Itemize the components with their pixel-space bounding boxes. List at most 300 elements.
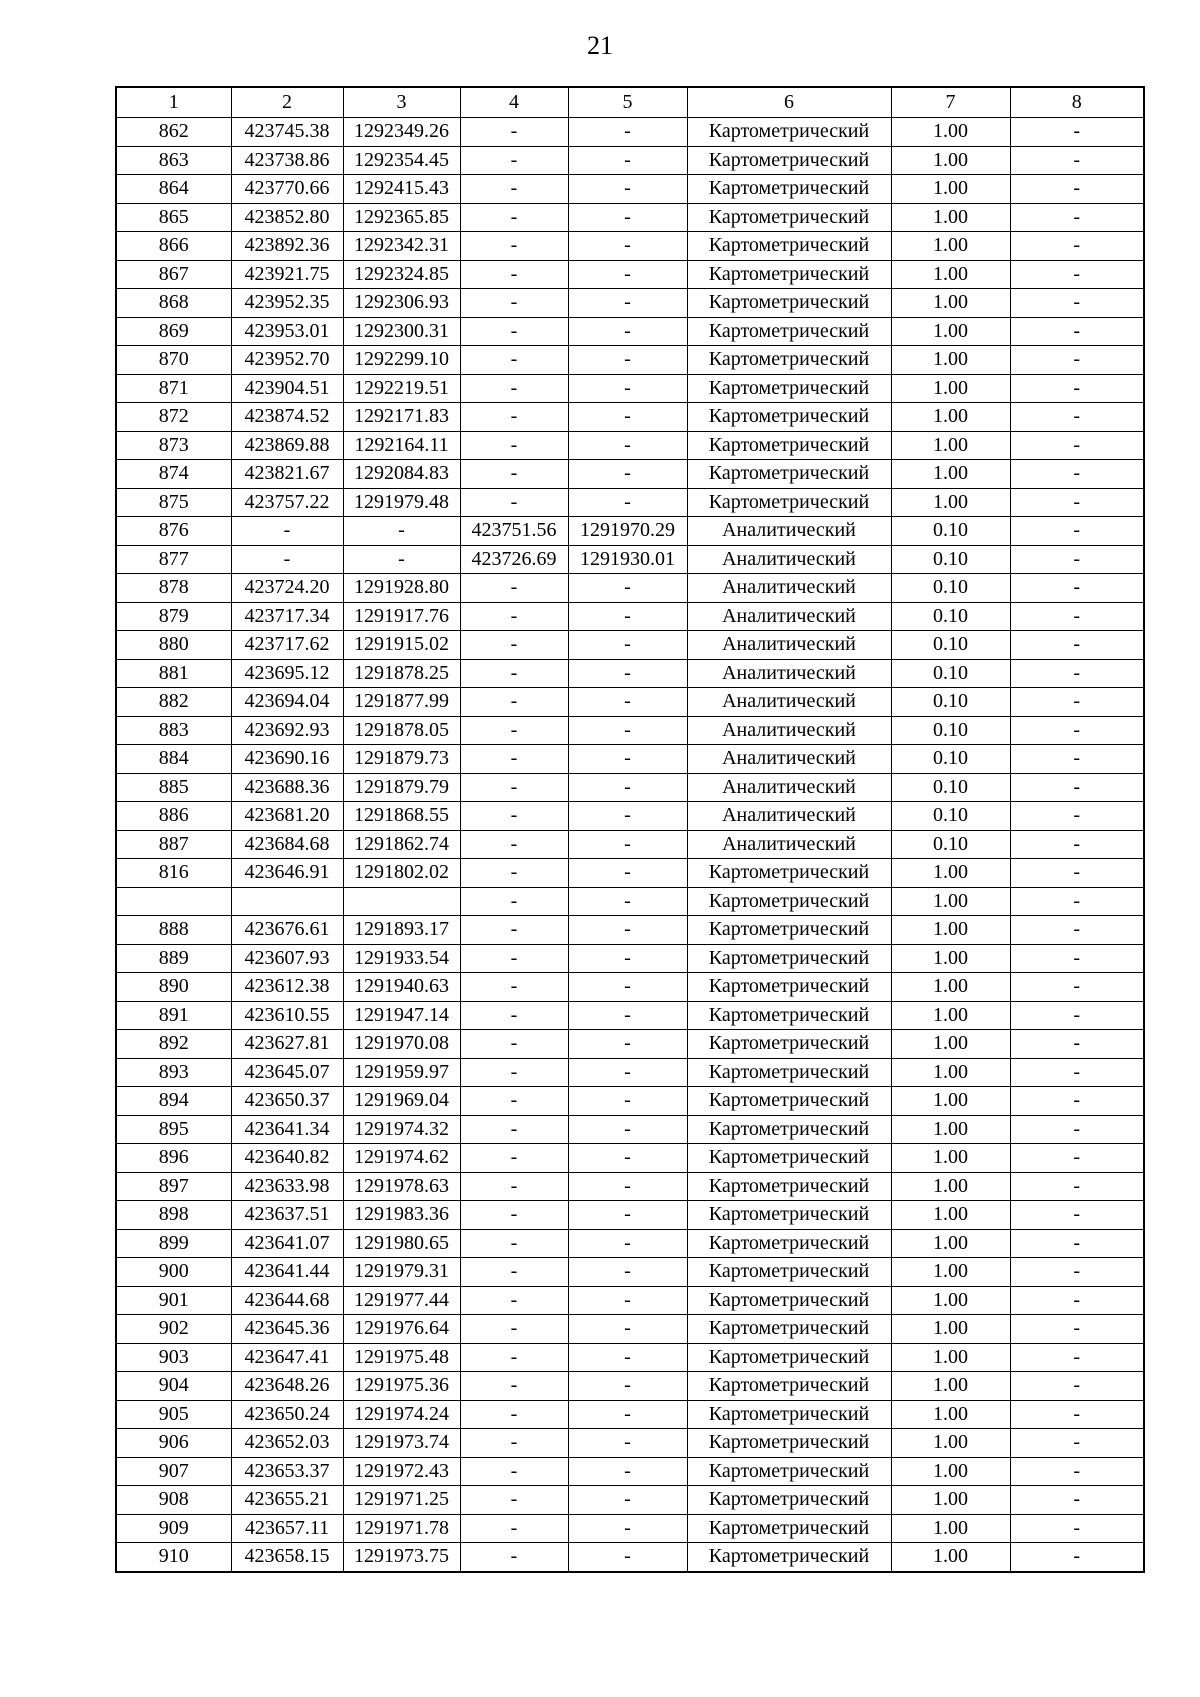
table-cell: - (1010, 830, 1144, 859)
table-cell: Картометрический (687, 1144, 891, 1173)
table-row (116, 887, 1144, 916)
table-cell: 864 (116, 175, 231, 204)
table-cell: Картометрический (687, 887, 891, 916)
table-cell: 423953.01 (231, 317, 343, 346)
table-cell: 1292164.11 (343, 431, 460, 460)
table-cell: 1.00 (891, 346, 1010, 375)
table-cell: - (568, 1486, 687, 1515)
table-cell: 423645.36 (231, 1315, 343, 1344)
table-row (116, 260, 1144, 289)
table-cell: - (568, 830, 687, 859)
table-cell: 423695.12 (231, 659, 343, 688)
table-cell: 881 (116, 659, 231, 688)
table-cell: 1291977.44 (343, 1286, 460, 1315)
table-row (116, 1543, 1144, 1572)
table-row (116, 631, 1144, 660)
table-cell: 423869.88 (231, 431, 343, 460)
table-cell: - (1010, 1457, 1144, 1486)
table-cell: 423652.03 (231, 1429, 343, 1458)
table-cell: - (460, 1486, 568, 1515)
table-cell: Картометрический (687, 1315, 891, 1344)
table-cell: 423904.51 (231, 374, 343, 403)
column-header-5: 5 (568, 87, 687, 118)
table-cell: 1291928.80 (343, 574, 460, 603)
table-cell: 423640.82 (231, 1144, 343, 1173)
table-cell: 1.00 (891, 1258, 1010, 1287)
table-cell: - (460, 1201, 568, 1230)
table-cell: - (568, 232, 687, 261)
table-cell: Аналитический (687, 745, 891, 774)
table-cell: Аналитический (687, 802, 891, 831)
table-row (116, 916, 1144, 945)
table-row (116, 859, 1144, 888)
table-cell: - (1010, 175, 1144, 204)
table-cell: - (568, 631, 687, 660)
table-cell: 1.00 (891, 374, 1010, 403)
table-cell: 896 (116, 1144, 231, 1173)
table-cell: 1291971.25 (343, 1486, 460, 1515)
table-cell: 1.00 (891, 973, 1010, 1002)
table-cell: 1292415.43 (343, 175, 460, 204)
table-row (116, 602, 1144, 631)
table-cell: 1.00 (891, 1030, 1010, 1059)
table-cell: - (568, 1030, 687, 1059)
table-cell: 1291973.74 (343, 1429, 460, 1458)
table-cell: - (1010, 887, 1144, 916)
table-cell: 1291877.99 (343, 688, 460, 717)
table-cell: - (568, 802, 687, 831)
table-cell: 907 (116, 1457, 231, 1486)
table-cell: 423657.11 (231, 1514, 343, 1543)
table-cell: 423681.20 (231, 802, 343, 831)
table-cell: Картометрический (687, 1486, 891, 1515)
table-cell: 423690.16 (231, 745, 343, 774)
table-cell: 890 (116, 973, 231, 1002)
table-cell: 1291970.08 (343, 1030, 460, 1059)
table-cell: 1292219.51 (343, 374, 460, 403)
table-cell: - (1010, 659, 1144, 688)
table-cell: 893 (116, 1058, 231, 1087)
table-cell: 1291974.62 (343, 1144, 460, 1173)
table-cell: 423726.69 (460, 545, 568, 574)
table-cell: 1291978.63 (343, 1172, 460, 1201)
table-cell: - (1010, 260, 1144, 289)
table-cell: 423952.70 (231, 346, 343, 375)
table-cell: - (460, 916, 568, 945)
table-cell: - (568, 1258, 687, 1287)
table-cell: Картометрический (687, 1429, 891, 1458)
table-cell: 1291974.32 (343, 1115, 460, 1144)
table-cell: 423647.41 (231, 1343, 343, 1372)
table-cell: - (568, 944, 687, 973)
table-cell: 1291980.65 (343, 1229, 460, 1258)
table-cell: Картометрический (687, 403, 891, 432)
table-cell: 1.00 (891, 1315, 1010, 1344)
table-cell: - (460, 716, 568, 745)
table-cell: 1292324.85 (343, 260, 460, 289)
table-cell: - (1010, 602, 1144, 631)
table-cell: 0.10 (891, 631, 1010, 660)
table-cell: - (568, 745, 687, 774)
table-cell: 423717.62 (231, 631, 343, 660)
table-cell: - (1010, 916, 1144, 945)
table-cell: 1.00 (891, 1058, 1010, 1087)
table-cell: 892 (116, 1030, 231, 1059)
table-cell: 423738.86 (231, 146, 343, 175)
table-cell: - (1010, 517, 1144, 546)
table-cell: 879 (116, 602, 231, 631)
table-cell: - (231, 517, 343, 546)
table-row (116, 1229, 1144, 1258)
table-cell: 1291868.55 (343, 802, 460, 831)
table-cell: Картометрический (687, 1115, 891, 1144)
column-header-1: 1 (116, 87, 231, 118)
table-cell: Картометрический (687, 488, 891, 517)
page-number: 21 (587, 31, 613, 60)
table-cell: - (231, 545, 343, 574)
table-cell: - (1010, 688, 1144, 717)
table-cell: - (460, 773, 568, 802)
table-cell: 1291878.05 (343, 716, 460, 745)
table-cell: - (568, 118, 687, 147)
table-cell: - (1010, 1001, 1144, 1030)
table-cell: - (460, 118, 568, 147)
table-cell: 897 (116, 1172, 231, 1201)
table-cell: - (460, 973, 568, 1002)
table-cell: - (1010, 1172, 1144, 1201)
table-cell: - (460, 830, 568, 859)
table-cell: 1.00 (891, 232, 1010, 261)
table-cell: 1.00 (891, 1172, 1010, 1201)
table-cell: - (568, 1115, 687, 1144)
table-cell: 1.00 (891, 916, 1010, 945)
column-header-3: 3 (343, 87, 460, 118)
table-cell: 898 (116, 1201, 231, 1230)
table-cell: 869 (116, 317, 231, 346)
table-cell: 423653.37 (231, 1457, 343, 1486)
table-cell: Картометрический (687, 1229, 891, 1258)
table-cell: - (568, 1514, 687, 1543)
table-cell: 1.00 (891, 260, 1010, 289)
table-cell: Картометрический (687, 1543, 891, 1572)
table-cell: 1291974.24 (343, 1400, 460, 1429)
table-row (116, 1486, 1144, 1515)
table-cell: 862 (116, 118, 231, 147)
table-cell: - (460, 1229, 568, 1258)
table-cell: - (1010, 1286, 1144, 1315)
table-cell: 0.10 (891, 545, 1010, 574)
table-cell: 904 (116, 1372, 231, 1401)
table-cell: - (1010, 1144, 1144, 1173)
table-cell: - (460, 859, 568, 888)
table-cell: - (460, 659, 568, 688)
table-cell: Картометрический (687, 1457, 891, 1486)
table-cell (116, 887, 231, 916)
table-cell: - (1010, 1030, 1144, 1059)
table-cell: 871 (116, 374, 231, 403)
table-cell: 1.00 (891, 1400, 1010, 1429)
table-cell: - (460, 802, 568, 831)
table-row (116, 1286, 1144, 1315)
table-cell: - (460, 232, 568, 261)
table-cell: 423612.38 (231, 973, 343, 1002)
table-cell: - (460, 146, 568, 175)
table-cell: 1291975.48 (343, 1343, 460, 1372)
table-cell: - (460, 887, 568, 916)
table-cell: - (568, 260, 687, 289)
table-cell: - (343, 545, 460, 574)
table-cell: - (568, 716, 687, 745)
table-cell: 899 (116, 1229, 231, 1258)
table-cell: 872 (116, 403, 231, 432)
table-cell: 423745.38 (231, 118, 343, 147)
table-cell: 1292354.45 (343, 146, 460, 175)
table-cell: Аналитический (687, 830, 891, 859)
table-cell: Картометрический (687, 1514, 891, 1543)
table-cell: Картометрический (687, 460, 891, 489)
table-cell: 1.00 (891, 1001, 1010, 1030)
table-cell: 1291862.74 (343, 830, 460, 859)
table-cell: - (460, 602, 568, 631)
table-cell: 423648.26 (231, 1372, 343, 1401)
table-row (116, 317, 1144, 346)
table-cell: - (1010, 716, 1144, 745)
table-cell: 1291976.64 (343, 1315, 460, 1344)
table-cell: 423641.07 (231, 1229, 343, 1258)
table-cell: - (460, 203, 568, 232)
column-header-8: 8 (1010, 87, 1144, 118)
table-cell: - (1010, 1372, 1144, 1401)
table-cell: Картометрический (687, 431, 891, 460)
table-cell: - (568, 289, 687, 318)
table-cell: 1.00 (891, 1201, 1010, 1230)
table-cell: 891 (116, 1001, 231, 1030)
table-cell: 884 (116, 745, 231, 774)
table-cell: - (568, 1429, 687, 1458)
table-cell: - (1010, 403, 1144, 432)
table-cell: - (460, 944, 568, 973)
table-cell: - (568, 374, 687, 403)
table-row (116, 203, 1144, 232)
table-cell: - (568, 659, 687, 688)
table-cell: 423821.67 (231, 460, 343, 489)
table-cell: 908 (116, 1486, 231, 1515)
table-cell: 880 (116, 631, 231, 660)
table-cell: 1291983.36 (343, 1201, 460, 1230)
table-cell: - (568, 1201, 687, 1230)
table-cell: - (460, 1400, 568, 1429)
table-cell: Картометрический (687, 1343, 891, 1372)
table-row (116, 1058, 1144, 1087)
table-cell: 1292306.93 (343, 289, 460, 318)
table-cell: - (460, 488, 568, 517)
table-cell: - (460, 1514, 568, 1543)
table-cell: - (1010, 374, 1144, 403)
table-cell: - (568, 403, 687, 432)
table-row (116, 1172, 1144, 1201)
table-cell: - (568, 146, 687, 175)
table-cell: 1.00 (891, 403, 1010, 432)
table-cell: Аналитический (687, 545, 891, 574)
table-cell: - (1010, 460, 1144, 489)
table-row (116, 944, 1144, 973)
table-cell: 873 (116, 431, 231, 460)
table-cell: 882 (116, 688, 231, 717)
table-cell: - (460, 1258, 568, 1287)
table-cell: 1.00 (891, 1087, 1010, 1116)
table-cell (231, 887, 343, 916)
column-header-4: 4 (460, 87, 568, 118)
table-cell: Аналитический (687, 602, 891, 631)
table-cell: 423757.22 (231, 488, 343, 517)
table-cell: - (460, 1087, 568, 1116)
table-cell: - (1010, 745, 1144, 774)
table-cell: 894 (116, 1087, 231, 1116)
table-cell: - (568, 346, 687, 375)
table-cell: 1291893.17 (343, 916, 460, 945)
table-cell: - (568, 1343, 687, 1372)
table-cell: 863 (116, 146, 231, 175)
table-cell: Картометрический (687, 175, 891, 204)
table-cell: - (1010, 1514, 1144, 1543)
table-cell: 1292342.31 (343, 232, 460, 261)
table-row (116, 374, 1144, 403)
table-row (116, 745, 1144, 774)
table-cell: 423655.21 (231, 1486, 343, 1515)
table-cell: 423646.91 (231, 859, 343, 888)
table-row (116, 545, 1144, 574)
table-cell: 877 (116, 545, 231, 574)
table-cell: - (568, 1001, 687, 1030)
table-cell: - (460, 374, 568, 403)
table-cell: Картометрический (687, 289, 891, 318)
table-cell: - (568, 1286, 687, 1315)
table-cell: 1.00 (891, 1229, 1010, 1258)
table-cell: 1291975.36 (343, 1372, 460, 1401)
table-cell: - (1010, 1058, 1144, 1087)
table-cell: - (343, 517, 460, 546)
table-cell: - (1010, 773, 1144, 802)
table-cell: 423658.15 (231, 1543, 343, 1572)
table-cell: 1.00 (891, 146, 1010, 175)
table-cell: 0.10 (891, 517, 1010, 546)
table-row (116, 688, 1144, 717)
table-cell: 1291933.54 (343, 944, 460, 973)
table-cell: 423684.68 (231, 830, 343, 859)
table-cell: Картометрический (687, 374, 891, 403)
table-cell: 0.10 (891, 830, 1010, 859)
table-cell: Картометрический (687, 973, 891, 1002)
table-cell: - (460, 745, 568, 774)
table-cell: - (460, 1058, 568, 1087)
table-cell: 1292365.85 (343, 203, 460, 232)
table-cell: - (460, 1030, 568, 1059)
table-cell: 1.00 (891, 460, 1010, 489)
table-cell: - (460, 260, 568, 289)
table-cell: Картометрический (687, 1286, 891, 1315)
table-cell: 423644.68 (231, 1286, 343, 1315)
table-cell: Картометрический (687, 1058, 891, 1087)
table-cell: 867 (116, 260, 231, 289)
table-cell: 1291973.75 (343, 1543, 460, 1572)
table-cell: - (1010, 203, 1144, 232)
table-cell: 423650.24 (231, 1400, 343, 1429)
table-cell: - (568, 1229, 687, 1258)
table-row (116, 1457, 1144, 1486)
table-cell: - (568, 1457, 687, 1486)
table-row (116, 346, 1144, 375)
table-cell: 901 (116, 1286, 231, 1315)
table-cell: - (1010, 1229, 1144, 1258)
table-cell: 1291930.01 (568, 545, 687, 574)
table-cell: Картометрический (687, 346, 891, 375)
table-cell: 1.00 (891, 1372, 1010, 1401)
table-cell: Картометрический (687, 944, 891, 973)
table-cell: 423627.81 (231, 1030, 343, 1059)
table-cell: 887 (116, 830, 231, 859)
table-cell: - (568, 773, 687, 802)
table-cell: 423692.93 (231, 716, 343, 745)
table-cell: 1291917.76 (343, 602, 460, 631)
table-cell: 423717.34 (231, 602, 343, 631)
table-cell: - (1010, 118, 1144, 147)
table-cell: 906 (116, 1429, 231, 1458)
table-cell: 1.00 (891, 203, 1010, 232)
table-row (116, 460, 1144, 489)
table-cell: 423770.66 (231, 175, 343, 204)
table-cell: - (568, 887, 687, 916)
table-cell: - (460, 403, 568, 432)
table-cell: - (1010, 289, 1144, 318)
table-cell: 886 (116, 802, 231, 831)
table-cell: 423694.04 (231, 688, 343, 717)
table-cell: 423676.61 (231, 916, 343, 945)
table-row (116, 1315, 1144, 1344)
table-cell: Картометрический (687, 1400, 891, 1429)
coordinates-table (115, 86, 1145, 1573)
table-cell: - (460, 1172, 568, 1201)
table-cell: 0.10 (891, 659, 1010, 688)
table-cell: - (568, 1058, 687, 1087)
table-cell: Аналитический (687, 574, 891, 603)
table-cell: - (568, 916, 687, 945)
table-cell: 1291878.25 (343, 659, 460, 688)
table-cell: 1.00 (891, 431, 1010, 460)
table-cell: 870 (116, 346, 231, 375)
table-cell: 868 (116, 289, 231, 318)
table-row (116, 289, 1144, 318)
table-cell: 1291959.97 (343, 1058, 460, 1087)
table-cell: - (460, 1001, 568, 1030)
table-row (116, 1001, 1144, 1030)
table-cell: - (568, 602, 687, 631)
table-cell: - (568, 1315, 687, 1344)
table-cell: Картометрический (687, 1372, 891, 1401)
table-cell: 423650.37 (231, 1087, 343, 1116)
table-cell: - (1010, 232, 1144, 261)
table-cell: - (1010, 944, 1144, 973)
table-row (116, 1372, 1144, 1401)
table-cell: - (1010, 488, 1144, 517)
table-cell: 0.10 (891, 716, 1010, 745)
table-cell: 878 (116, 574, 231, 603)
table-cell: - (460, 1115, 568, 1144)
table-cell: 1291971.78 (343, 1514, 460, 1543)
table-cell: - (1010, 1400, 1144, 1429)
table-row (116, 1087, 1144, 1116)
table-cell: - (1010, 1201, 1144, 1230)
table-cell: Аналитический (687, 688, 891, 717)
